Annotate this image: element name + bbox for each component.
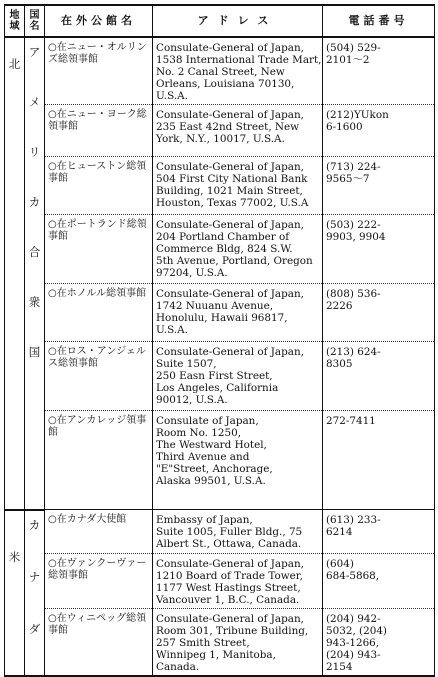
country-char: メ: [28, 95, 41, 109]
address-line: U.S.A.: [156, 324, 188, 336]
office-name-cell: [45, 157, 153, 215]
address-line: 504 First City National Bank: [156, 173, 308, 185]
address-cell: [153, 105, 323, 157]
phone-cell: [323, 105, 435, 157]
country-char: 合: [28, 245, 41, 259]
office-line: ○在ポートランド総領: [48, 219, 147, 230]
office-line: ○在ホノルル総領事館: [48, 288, 147, 299]
header-phone: 電話番号: [323, 5, 435, 37]
address-line: Consulate-General of Japan,: [156, 161, 304, 173]
office-line: ○在ニュー・オルリン: [48, 42, 147, 53]
phone-cell: [323, 215, 435, 284]
address-line: 90012, U.S.A.: [156, 394, 228, 406]
consulate-table: [4, 4, 435, 677]
office-line: 事館: [48, 625, 68, 636]
phone-cell: [323, 284, 435, 342]
header-region: 地 域: [5, 5, 25, 37]
office-line: ○在アンカレッジ領事: [48, 415, 147, 426]
phone-line: 8305: [326, 358, 353, 370]
address-line: 204 Portland Chamber of: [156, 231, 290, 243]
address-cell: [153, 157, 323, 215]
address-line: Consulate-General of Japan,: [156, 42, 304, 54]
country-char: 国: [28, 345, 41, 359]
address-cell: [153, 37, 323, 105]
address-line: Building, 1021 Main Street,: [156, 185, 303, 197]
office-line: 領事館: [48, 121, 78, 132]
office-name-cell: [45, 37, 153, 105]
phone-cell: [323, 342, 435, 411]
country-cell: [25, 37, 45, 510]
address-line: Alaska 99501, U.S.A.: [156, 475, 266, 487]
office-name-cell: [45, 215, 153, 284]
address-line: Winnipeg 1, Manitoba,: [156, 649, 276, 661]
office-line: 館: [48, 427, 58, 438]
phone-cell: [323, 609, 435, 677]
address-line: 5th Avenue, Portland, Oregon: [156, 255, 313, 267]
address-line: Los Angeles, California: [156, 382, 279, 394]
address-line: Consulate of Japan,: [156, 415, 259, 427]
phone-line: 2226: [326, 300, 353, 312]
country-char: リ: [28, 145, 41, 159]
address-line: Room 301, Tribune Building,: [156, 625, 309, 637]
office-name-cell: [45, 284, 153, 342]
office-name-cell: [45, 510, 153, 554]
header-country: 国 名: [25, 5, 45, 37]
address-cell: [153, 215, 323, 284]
office-line: ○在ヒューストン総領: [48, 161, 147, 172]
office-name-cell: [45, 554, 153, 609]
address-line: 1538 International Trade Mart,: [156, 54, 322, 66]
address-line: Consulate-General of Japan,: [156, 613, 304, 625]
address-line: Houston, Texas 77002, U.S.A: [156, 197, 309, 209]
table-row: [5, 510, 435, 554]
office-line: ○在ニュー・ヨーク総: [48, 109, 147, 120]
address-line: Consulate-General of Japan,: [156, 346, 304, 358]
country-char: ナ: [28, 569, 41, 584]
table-row: [5, 609, 435, 677]
address-line: No. 2 Canal Street, New: [156, 66, 285, 78]
address-line: Consulate-General of Japan,: [156, 558, 304, 570]
region-char: 北: [8, 57, 21, 71]
phone-line: (613) 233-: [326, 514, 381, 526]
phone-line: (808) 536-: [326, 288, 381, 300]
phone-line: (204) 943-: [326, 649, 381, 661]
region-char: 米: [8, 549, 21, 564]
address-line: Embassy of Japan,: [156, 514, 253, 526]
phone-line: (213) 624-: [326, 346, 381, 358]
address-line: Vancouver 1, B.C., Canada.: [156, 594, 300, 606]
address-line: Canada.: [156, 661, 200, 673]
phone-cell: [323, 411, 435, 510]
table-row: [5, 105, 435, 157]
address-line: 235 East 42nd Street, New: [156, 121, 300, 133]
phone-line: 684-5868,: [326, 570, 380, 582]
country-char: カ: [28, 517, 41, 532]
office-name-cell: [45, 411, 153, 510]
header-office: 在外公館名: [45, 5, 153, 37]
phone-line: 2154: [326, 661, 353, 673]
address-line: "E"Street, Anchorage,: [156, 463, 273, 475]
table-row: [5, 284, 435, 342]
region-cell: [5, 510, 25, 677]
table-row: [5, 37, 435, 105]
office-line: 事館: [48, 231, 68, 242]
header-address: アドレス: [153, 5, 323, 37]
address-line: 97204, U.S.A.: [156, 267, 228, 279]
office-name-cell: [45, 342, 153, 411]
address-line: Consulate-General of Japan,: [156, 109, 304, 121]
phone-cell: [323, 157, 435, 215]
phone-line: (503) 222-: [326, 219, 381, 231]
phone-line: 9565～7: [326, 173, 370, 185]
address-line: Third Avenue and: [156, 451, 250, 463]
address-line: 257 Smith Street,: [156, 637, 250, 649]
phone-line: 9903, 9904: [326, 231, 386, 243]
phone-line: 6-1600: [326, 121, 363, 133]
table-row: [5, 157, 435, 215]
address-line: 250 Easn First Street,: [156, 370, 273, 382]
office-line: ○在ウィニペッグ総領: [48, 613, 147, 624]
office-line: 事館: [48, 173, 68, 184]
address-line: Room No. 1250,: [156, 427, 242, 439]
phone-line: 6214: [326, 526, 353, 538]
phone-line: 5032, (204): [326, 625, 387, 637]
office-line: ズ総領事館: [48, 54, 98, 65]
address-cell: [153, 411, 323, 510]
phone-line: (204) 942-: [326, 613, 381, 625]
table-row: [5, 215, 435, 284]
office-line: ○在ヴァンクーヴァー: [48, 558, 147, 569]
phone-cell: [323, 554, 435, 609]
address-line: 1210 Board of Trade Tower,: [156, 570, 303, 582]
office-line: ○在カナダ大使館: [48, 514, 127, 525]
address-cell: [153, 609, 323, 677]
phone-line: (212)YUkon: [326, 109, 389, 121]
country-char: カ: [28, 195, 41, 209]
address-line: Commerce Bldg, 824 S.W.: [156, 243, 293, 255]
phone-line: (604): [326, 558, 354, 570]
table-row: [5, 411, 435, 510]
address-line: The Westward Hotel,: [156, 439, 267, 451]
country-char: ダ: [28, 621, 41, 636]
address-cell: [153, 554, 323, 609]
phone-cell: [323, 37, 435, 105]
address-line: York, N.Y., 10017, U.S.A.: [156, 133, 285, 145]
phone-line: 272-7411: [326, 415, 376, 427]
region-cell: [5, 37, 25, 510]
country-char: 衆: [28, 295, 41, 309]
header-row: [5, 5, 435, 37]
address-line: 1177 West Hastings Street,: [156, 582, 301, 594]
table-row: [5, 342, 435, 411]
office-line: 総領事館: [48, 570, 88, 581]
address-cell: [153, 342, 323, 411]
phone-line: (713) 224-: [326, 161, 381, 173]
country-cell: [25, 510, 45, 677]
address-line: U.S.A.: [156, 90, 188, 102]
address-line: Orleans, Louisiana 70130,: [156, 78, 295, 90]
address-line: Consulate-General of Japan,: [156, 288, 304, 300]
address-line: Albert St., Ottawa, Canada.: [156, 538, 302, 550]
phone-line: (504) 529-: [326, 42, 381, 54]
address-line: Suite 1507,: [156, 358, 217, 370]
country-char: ア: [28, 45, 41, 59]
table-row: [5, 554, 435, 609]
office-line: ○在ロス・アンジェル: [48, 346, 146, 357]
address-line: Consulate-General of Japan,: [156, 219, 304, 231]
office-name-cell: [45, 105, 153, 157]
address-line: Suite 1005, Fuller Bldg., 75: [156, 526, 303, 538]
phone-line: 943-1266,: [326, 637, 380, 649]
phone-cell: [323, 510, 435, 554]
address-cell: [153, 510, 323, 554]
office-name-cell: [45, 609, 153, 677]
address-line: Honolulu, Hawaii 96817,: [156, 312, 288, 324]
address-cell: [153, 284, 323, 342]
address-line: 1742 Nuuanu Avenue,: [156, 300, 274, 312]
phone-line: 2101～2: [326, 54, 370, 66]
office-line: ス総領事館: [48, 358, 98, 369]
